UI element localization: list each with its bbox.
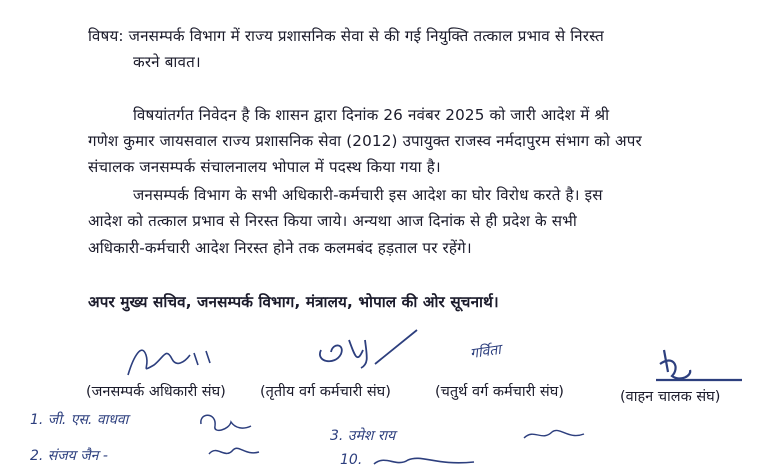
- para2-line-3: अधिकारी-कर्मचारी आदेश निरस्त होने तक कलमबंद हड़ताल पर रहेंगे।: [88, 239, 472, 257]
- para1-line-1: विषयांतर्गत निवेदन है कि शासन द्वारा दिनांक 26 नवंबर 2025 को जारी आदेश में श्री: [133, 106, 610, 124]
- para1-line-3: संचालक जनसम्पर्क संचालनालय भोपाल में पदस्थ किया गया है।: [88, 158, 441, 176]
- para2-line-1: जनसम्पर्क विभाग के सभी अधिकारी-कर्मचारी इस आदेश का घोर विरोध करते है। इस: [133, 186, 603, 204]
- copy-to-line: अपर मुख्य सचिव, जनसम्पर्क विभाग, मंत्रालय, भोपाल की ओर सूचनार्थ।: [88, 293, 499, 311]
- subject-line-1: विषय: जनसम्पर्क विभाग में राज्य प्रशासनिक सेवा से की गई नियुक्ति तत्काल प्रभाव से निरस्त: [88, 27, 604, 45]
- signature-item-2: [205, 440, 265, 464]
- para2-line-2: आदेश को तत्काल प्रभाव से निरस्त किया जाये। अन्यथा आज दिनांक से ही प्रदेश के सभी: [88, 212, 577, 230]
- signature-4: [650, 342, 750, 387]
- handwritten-note: गर्विता: [469, 341, 502, 363]
- signature-item-1: [195, 408, 255, 436]
- subject-line-2: करने बावत।: [133, 53, 201, 71]
- union-2: (तृतीय वर्ग कर्मचारी संघ): [260, 384, 391, 400]
- signature-2: [305, 320, 425, 375]
- handwritten-item-3: 3. उमेश राय: [330, 428, 396, 444]
- handwritten-item-10: 10.: [340, 452, 363, 468]
- union-1: (जनसम्पर्क अधिकारी संघ): [86, 384, 226, 400]
- signature-item-10: [370, 452, 480, 470]
- union-4: (वाहन चालक संघ): [620, 389, 721, 405]
- signature-item-3: [520, 424, 590, 446]
- handwritten-item-2: 2. संजय जैन -: [30, 448, 108, 464]
- handwritten-item-1: 1. जी. एस. वाधवा: [30, 412, 129, 428]
- para1-line-2: गणेश कुमार जायसवाल राज्य प्रशासनिक सेवा (2012) उपायुक्त राजस्व नर्मदापुरम संभाग को अपर: [88, 132, 642, 150]
- signature-1: [120, 335, 230, 385]
- union-3: (चतुर्थ वर्ग कर्मचारी संघ): [435, 384, 564, 400]
